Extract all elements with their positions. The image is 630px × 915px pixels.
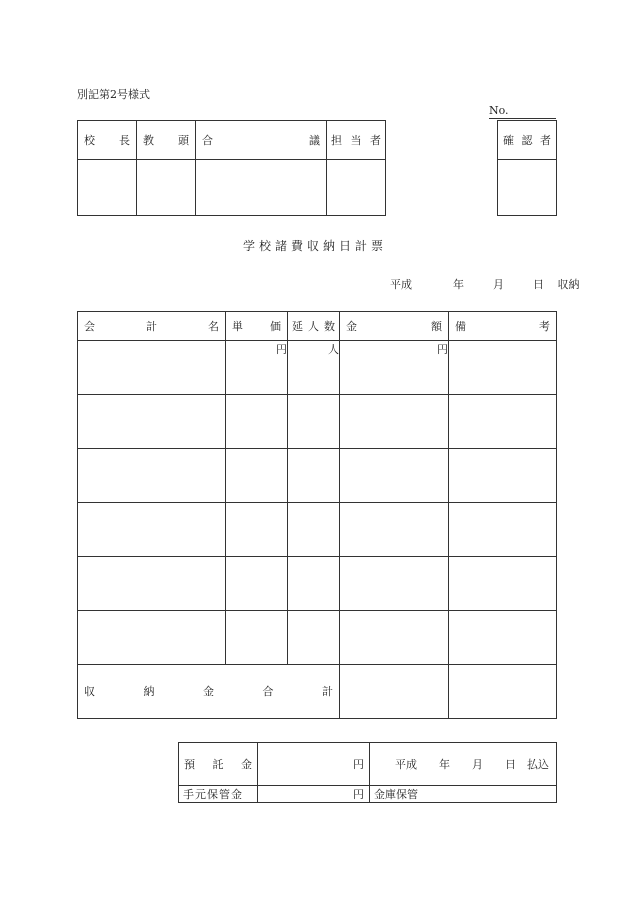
cell-count[interactable]: [288, 557, 340, 611]
cell-unit-price[interactable]: [226, 503, 288, 557]
cell-remarks[interactable]: [449, 449, 557, 503]
stamp-header-consultation: 合 議: [196, 121, 327, 160]
header-amount: 金 額: [340, 312, 449, 341]
unit-person-label: 人: [328, 343, 339, 356]
page-title: 学校諸費収納日計票: [242, 239, 387, 253]
deposit-table: [178, 742, 557, 803]
table-row: [78, 503, 557, 557]
cell-remarks[interactable]: [449, 611, 557, 665]
deposit-note-trust[interactable]: [370, 743, 557, 786]
header-remarks: 備 考: [449, 312, 557, 341]
number-label: No.: [489, 104, 509, 117]
total-label: 収 納 金 合 計: [78, 665, 340, 719]
deposit-safe-storage: 金庫保管: [374, 788, 418, 801]
stamp-box-confirmer[interactable]: [498, 160, 557, 216]
confirmer-stamp-table: [497, 120, 557, 216]
form-id: 別記第2号様式: [77, 88, 150, 101]
stamp-header-confirmer: 確 認 者: [498, 121, 557, 160]
date-day-label: 日: [533, 278, 544, 291]
cell-unit-price[interactable]: [226, 341, 288, 395]
date-month-label: 月: [493, 278, 504, 291]
cell-amount[interactable]: [340, 395, 449, 449]
table-row: [78, 395, 557, 449]
unit-yen-label: 円: [276, 343, 287, 356]
deposit-row-trust: [179, 743, 557, 786]
deposit-payment-date: 平成 年 月 日 払込: [394, 758, 549, 771]
cell-account[interactable]: [78, 395, 226, 449]
cell-account[interactable]: [78, 611, 226, 665]
unit-yen-label: 円: [437, 343, 448, 356]
table-row: [78, 449, 557, 503]
cell-remarks[interactable]: [449, 557, 557, 611]
deposit-amount-trust[interactable]: [258, 743, 370, 786]
stamp-header-principal: 校 長: [78, 121, 137, 160]
stamp-box-consultation[interactable]: [196, 160, 327, 216]
deposit-label-trust: 預 託 金: [179, 743, 258, 786]
cell-account[interactable]: [78, 503, 226, 557]
cell-count[interactable]: [288, 395, 340, 449]
deposit-note-cash-on-hand: [370, 786, 557, 803]
deposit-label-cash-on-hand: 手元保管金: [179, 786, 258, 803]
cell-unit-price[interactable]: [226, 611, 288, 665]
cell-remarks[interactable]: [449, 395, 557, 449]
ledger-header-row: [78, 312, 557, 341]
cell-unit-price[interactable]: [226, 449, 288, 503]
deposit-amount-cash-on-hand[interactable]: [258, 786, 370, 803]
number-field: [489, 104, 556, 119]
cell-remarks[interactable]: [449, 341, 557, 395]
header-unit-price: 単 価: [226, 312, 288, 341]
total-amount-cell[interactable]: [340, 665, 449, 719]
cell-account[interactable]: [78, 557, 226, 611]
deposit-row-cash-on-hand: [179, 786, 557, 803]
header-account: 会 計 名: [78, 312, 226, 341]
total-row: [78, 665, 557, 719]
cell-account[interactable]: [78, 449, 226, 503]
cell-remarks[interactable]: [449, 503, 557, 557]
cell-count[interactable]: [288, 503, 340, 557]
approval-stamp-table: [77, 120, 386, 216]
cell-count[interactable]: [288, 449, 340, 503]
total-remarks-cell[interactable]: [449, 665, 557, 719]
stamp-header-vice-principal: 教 頭: [137, 121, 196, 160]
date-year-label: 年: [453, 278, 464, 291]
stamp-header-person-in-charge: 担 当 者: [327, 121, 386, 160]
date-suffix: 収納: [557, 278, 580, 291]
cell-unit-price[interactable]: [226, 557, 288, 611]
table-row: [78, 341, 557, 395]
cell-amount[interactable]: [340, 557, 449, 611]
cell-amount[interactable]: [340, 341, 449, 395]
table-row: [78, 611, 557, 665]
unit-yen-label: 円: [353, 758, 364, 771]
cell-amount[interactable]: [340, 449, 449, 503]
stamp-box-vice-principal[interactable]: [137, 160, 196, 216]
unit-yen-label: 円: [353, 788, 364, 801]
cell-amount[interactable]: [340, 611, 449, 665]
stamp-box-person-in-charge[interactable]: [327, 160, 386, 216]
cell-count[interactable]: [288, 341, 340, 395]
ledger-table: [77, 311, 557, 719]
cell-count[interactable]: [288, 611, 340, 665]
stamp-box-principal[interactable]: [78, 160, 137, 216]
header-count: 延 人 数: [288, 312, 340, 341]
date-era: 平成: [390, 278, 412, 291]
cell-unit-price[interactable]: [226, 395, 288, 449]
cell-amount[interactable]: [340, 503, 449, 557]
table-row: [78, 557, 557, 611]
date-line: [390, 276, 580, 292]
cell-account[interactable]: [78, 341, 226, 395]
